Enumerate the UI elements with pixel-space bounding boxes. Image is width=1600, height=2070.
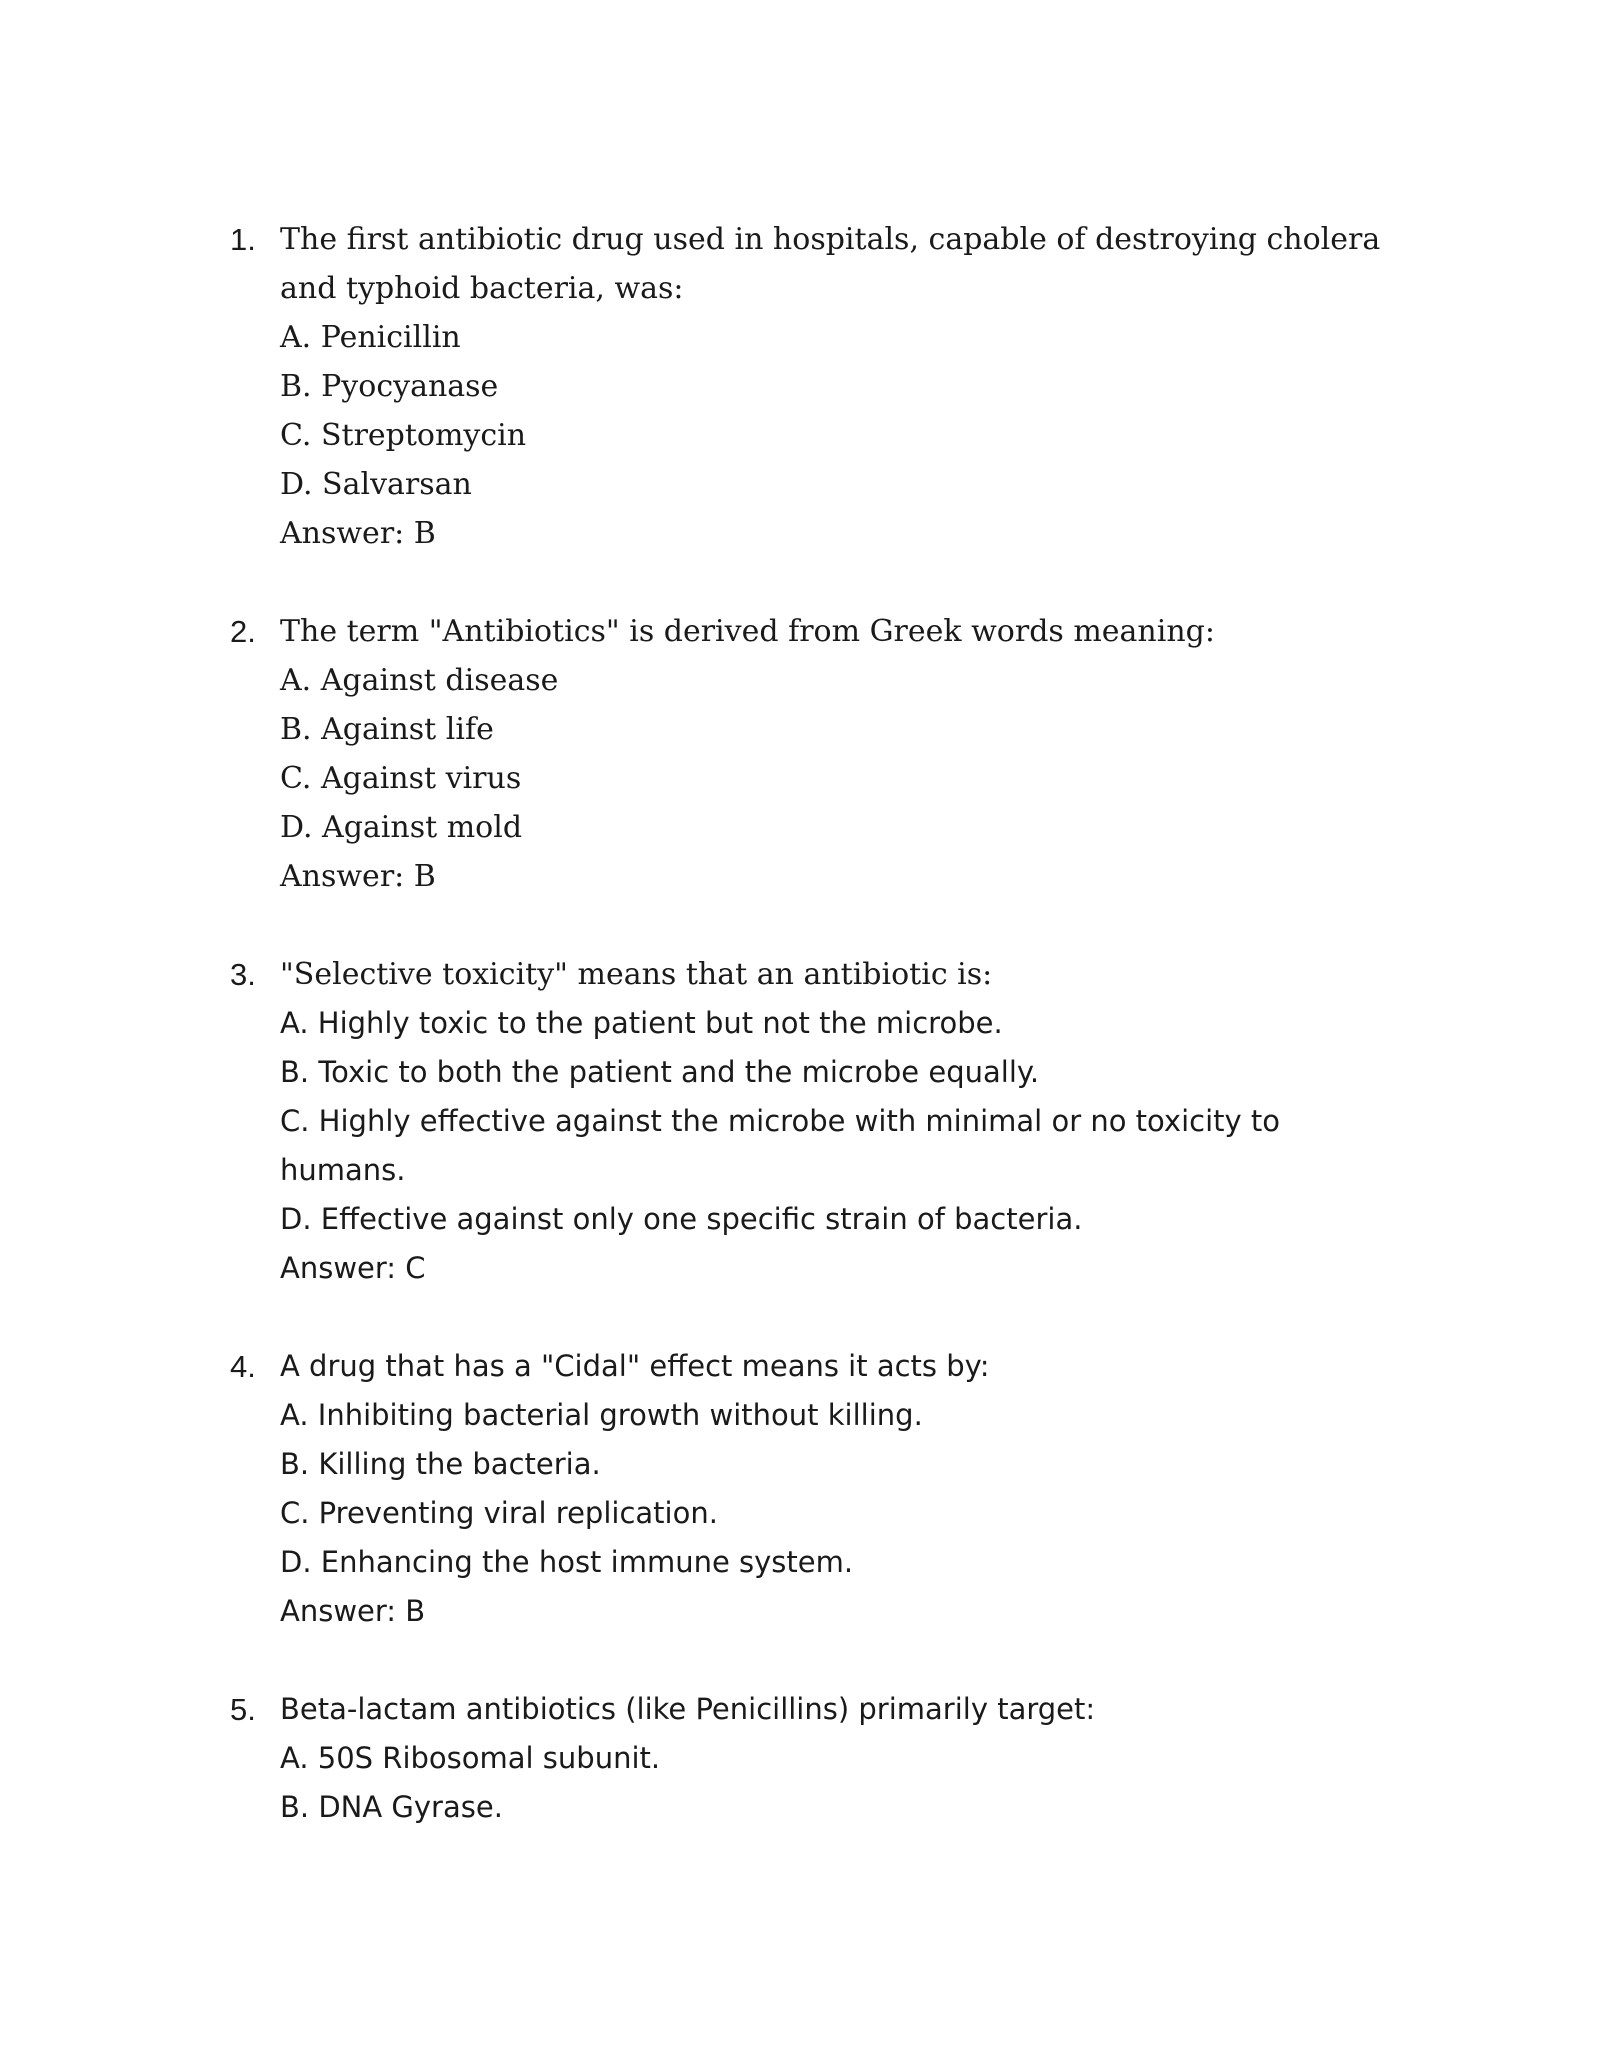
option-b: B. Toxic to both the patient and the microbe equally. <box>280 1055 1040 1089</box>
question-list <box>230 215 1410 1881</box>
option-b: B. Pyocyanase <box>280 369 499 404</box>
answer: Answer: B <box>280 859 436 894</box>
option-c: C. Streptomycin <box>280 418 527 453</box>
option-a: A. Inhibiting bacterial growth without killing. <box>280 1398 923 1432</box>
option-d: D. Salvarsan <box>280 467 472 502</box>
answer: Answer: B <box>280 516 436 551</box>
option-a: A. Highly toxic to the patient but not the microbe. <box>280 1006 1003 1040</box>
option-c: C. Preventing viral replication. <box>280 1496 718 1530</box>
question-text: A drug that has a "Cidal" effect means it acts by: <box>280 1349 990 1383</box>
question-number: 4. <box>230 1349 256 1384</box>
question-3 <box>230 950 1410 1293</box>
option-list <box>280 656 1410 852</box>
option-a: A. Against disease <box>280 663 559 698</box>
option-a: A. 50S Ribosomal subunit. <box>280 1741 661 1775</box>
option-d: D. Against mold <box>280 810 523 845</box>
question-text: The first antibiotic drug used in hospitals, capable of destroying cholera and typhoid bacteria, was: <box>280 222 1381 306</box>
option-c: C. Against virus <box>280 761 522 796</box>
option-list <box>280 313 1410 509</box>
question-number: 3. <box>230 957 256 992</box>
question-2 <box>230 607 1410 901</box>
option-list <box>280 1391 1410 1587</box>
option-a: A. Penicillin <box>280 320 461 355</box>
question-text: "Selective toxicity" means that an antibiotic is: <box>280 957 993 992</box>
option-list <box>280 999 1410 1244</box>
answer: Answer: C <box>280 1251 426 1285</box>
option-b: B. Against life <box>280 712 494 747</box>
question-text: The term "Antibiotics" is derived from Greek words meaning: <box>280 614 1215 649</box>
question-5 <box>230 1685 1410 1832</box>
option-b: B. Killing the bacteria. <box>280 1447 601 1481</box>
option-b: B. DNA Gyrase. <box>280 1790 503 1824</box>
question-number: 5. <box>230 1692 256 1727</box>
option-list <box>280 1734 1410 1832</box>
answer: Answer: B <box>280 1594 426 1628</box>
option-d: D. Enhancing the host immune system. <box>280 1545 854 1579</box>
option-d: D. Effective against only one specific strain of bacteria. <box>280 1202 1083 1236</box>
question-number: 2. <box>230 614 256 649</box>
question-4 <box>230 1342 1410 1636</box>
option-c: C. Highly effective against the microbe with minimal or no toxicity to humans. <box>280 1104 1280 1187</box>
question-1 <box>230 215 1410 558</box>
question-number: 1. <box>230 222 256 257</box>
question-text: Beta-lactam antibiotics (like Penicillins) primarily target: <box>280 1692 1096 1726</box>
